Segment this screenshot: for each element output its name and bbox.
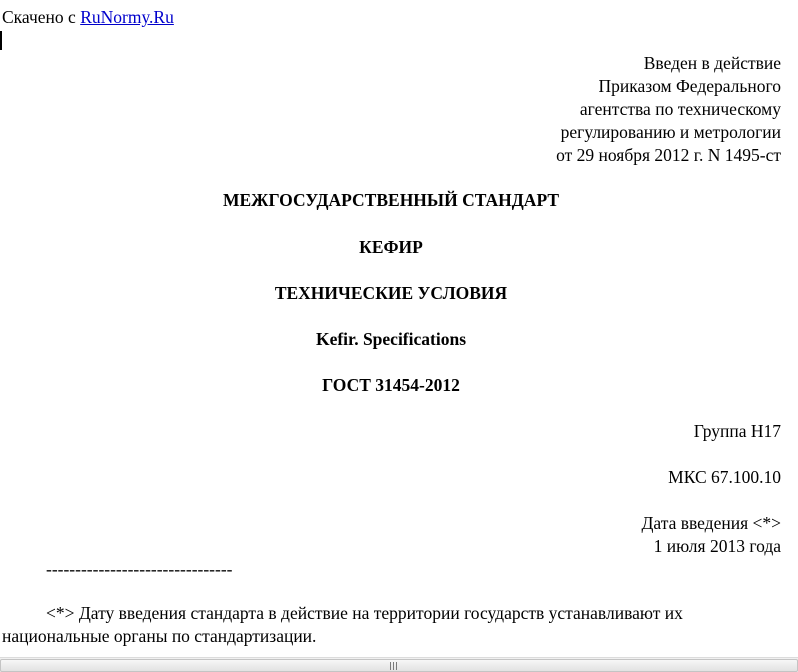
enactment-line-1: Введен в действие xyxy=(643,53,781,73)
source-prefix: Скачено с xyxy=(2,7,81,27)
grip-icon xyxy=(390,662,398,670)
horizontal-scrollbar[interactable] xyxy=(0,657,798,672)
enactment-line-2: Приказом Федерального xyxy=(598,76,781,96)
runormy-link[interactable]: RuNormy.Ru xyxy=(80,7,174,27)
english-title: Kefir. Specifications xyxy=(315,329,467,349)
enactment-line-4: регулированию и метрологии xyxy=(560,122,781,142)
standard-subtitle: ТЕХНИЧЕСКИЕ УСЛОВИЯ xyxy=(274,283,508,303)
footnote-line-2: национальные органы по стандартизации. xyxy=(2,626,317,646)
standard-type-heading: МЕЖГОСУДАРСТВЕННЫЙ СТАНДАРТ xyxy=(222,190,560,210)
footnote-line-1: <*> Дату введения стандарта в действие на территории государств устанавливают их xyxy=(46,603,683,623)
mks-code: МКС 67.100.10 xyxy=(668,467,781,487)
intro-date-label: Дата введения <*> xyxy=(641,513,781,533)
footnote-separator: -------------------------------- xyxy=(46,559,233,579)
enactment-line-5: от 29 ноября 2012 г. N 1495-ст xyxy=(556,145,781,165)
standard-code: ГОСТ 31454-2012 xyxy=(322,375,460,395)
enactment-line-3: агентства по техническому xyxy=(579,99,781,119)
intro-date-value: 1 июля 2013 года xyxy=(653,536,781,556)
group-code: Группа Н17 xyxy=(693,421,781,441)
standard-title: КЕФИР xyxy=(359,237,423,257)
scrollbar-thumb[interactable] xyxy=(0,659,798,672)
text-cursor xyxy=(0,31,2,50)
source-line xyxy=(2,6,174,29)
